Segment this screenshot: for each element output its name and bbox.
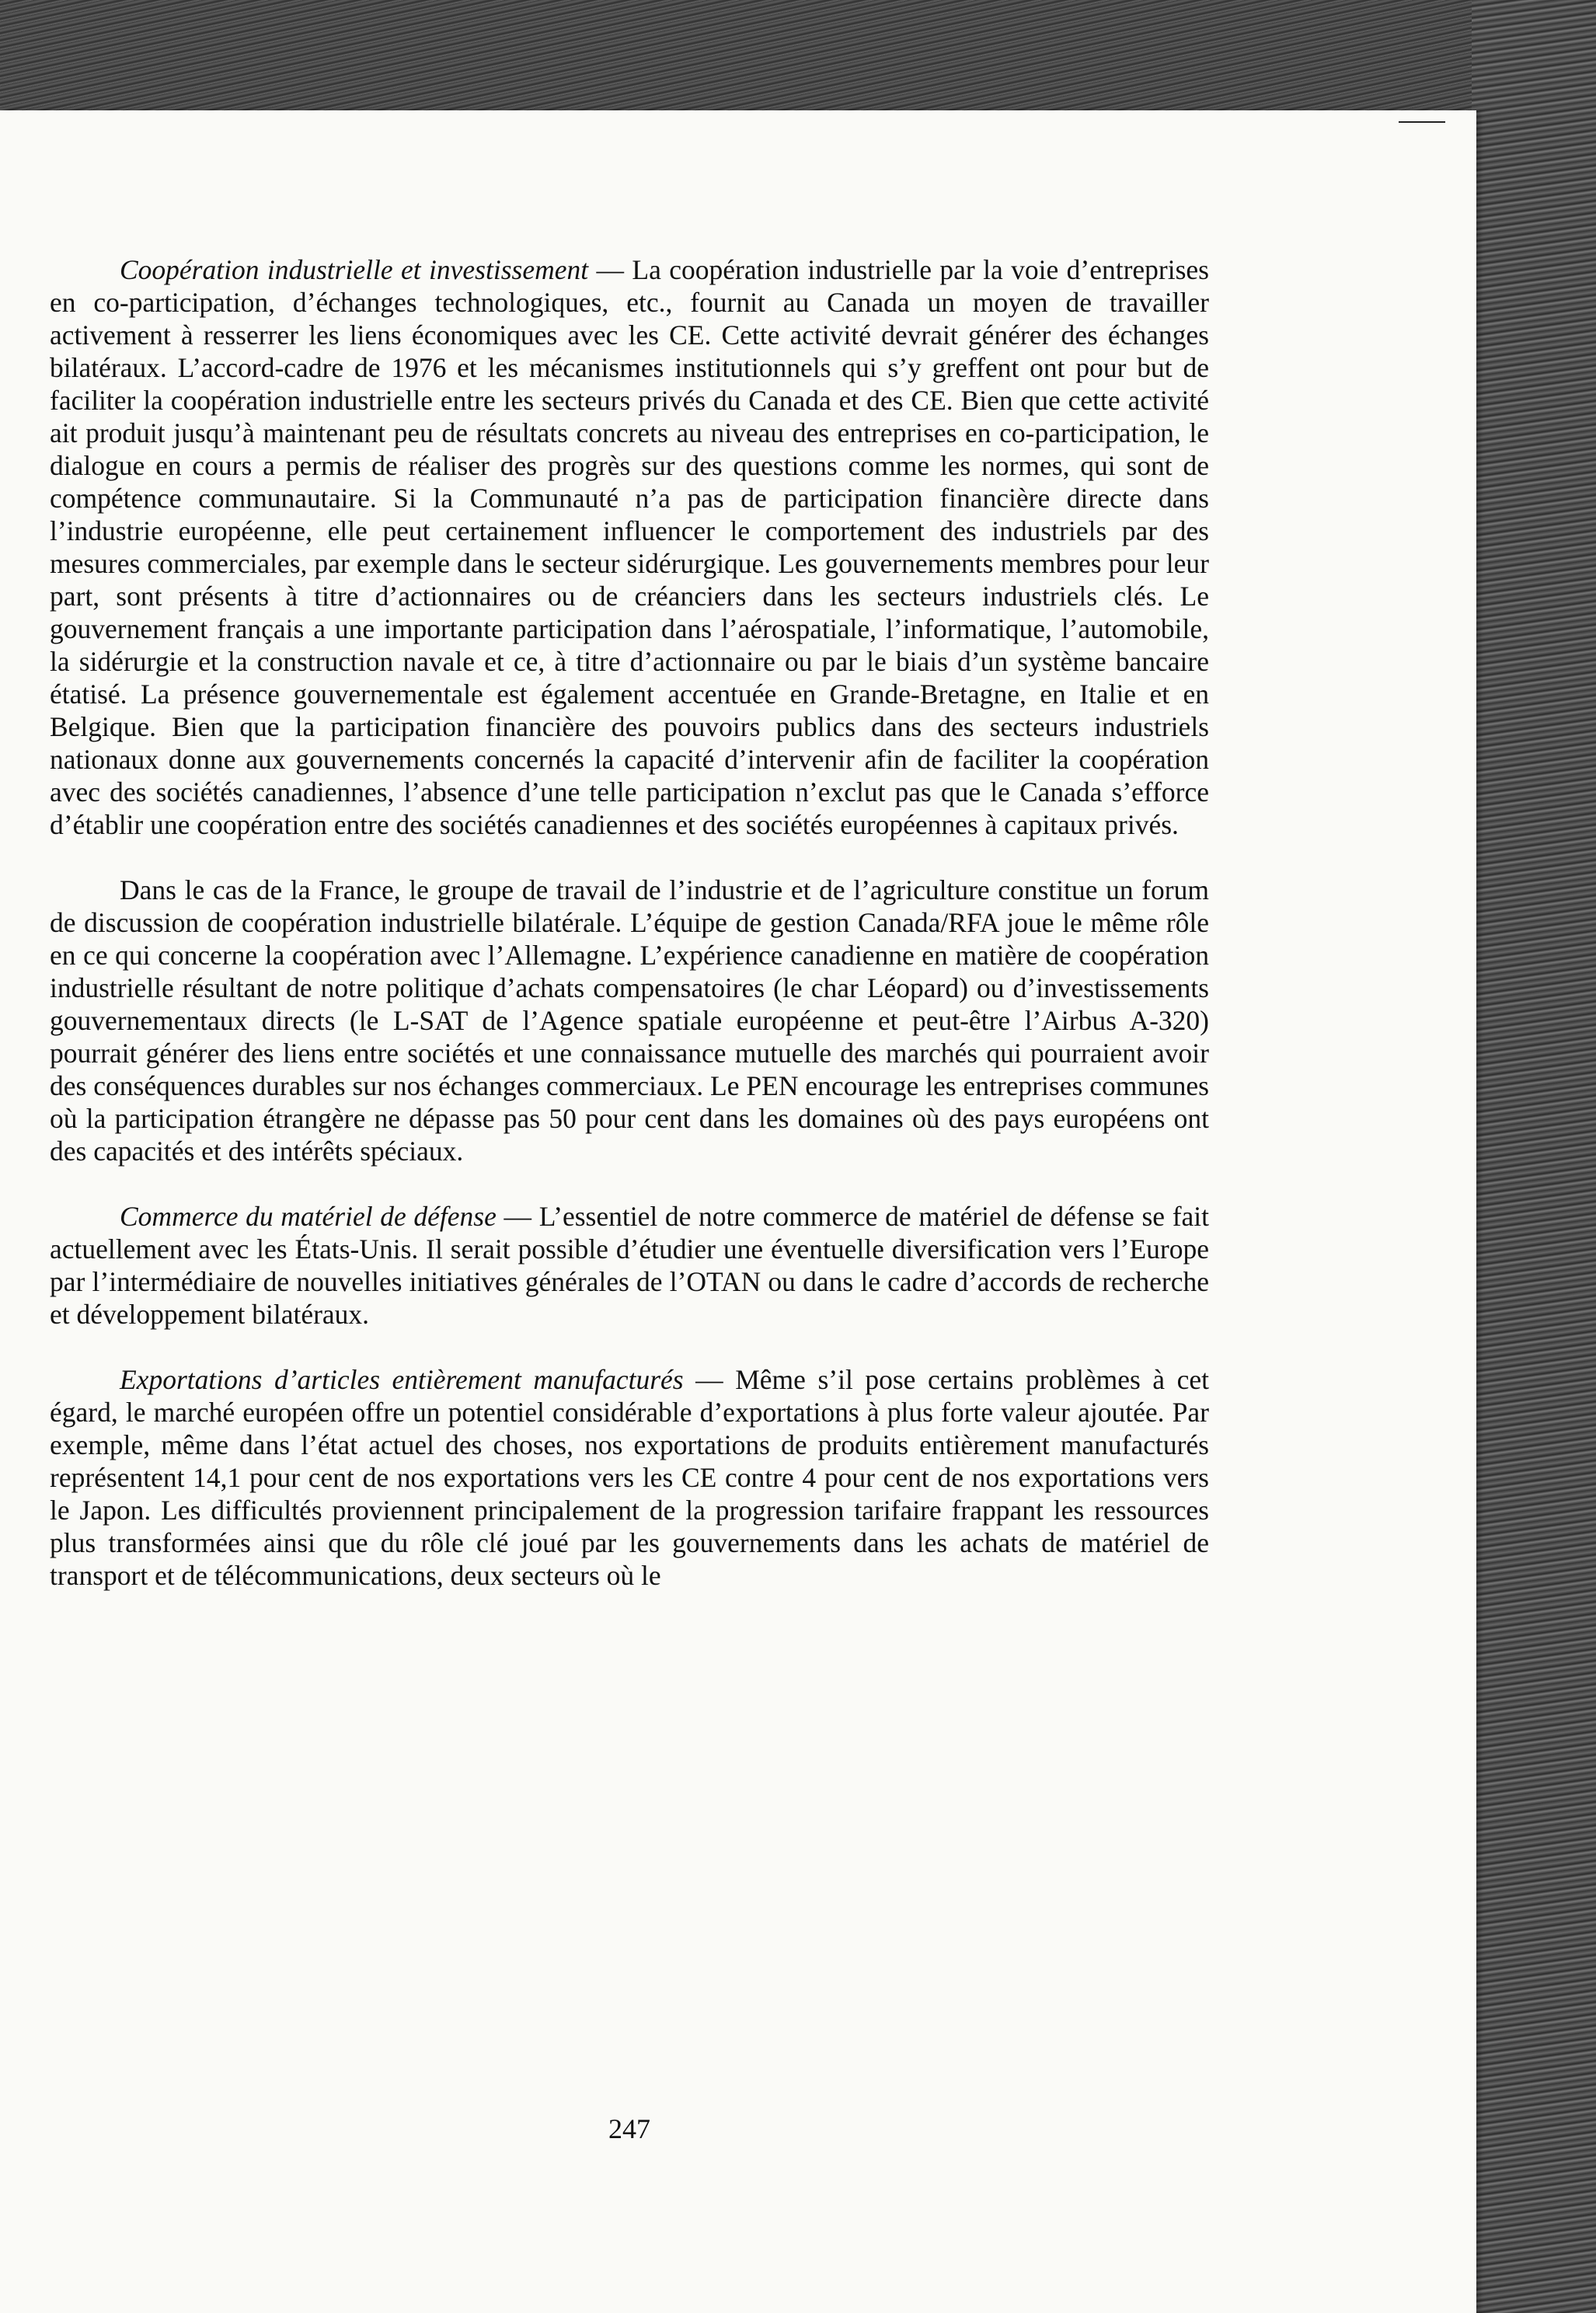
paragraph-text: Même s’il pose certains problèmes à cet égard, le marché européen offre un potentiel considérable d’exportations à plus forte valeur ajoutée. Par exemple, même dans l’état actuel des choses, nos exportations de produits entièrement manufacturés représentent 14,1 pour cent de nos exportations vers les CE contre 4 pour cent de nos exportations vers le Japon. Les difficultés proviennent principalement de la progression tarifaire frappant les ressources plus transformées ainsi que du rôle clé joué par les gouvernements dans les achats de matériel de transport et de télécommunications, deux secteurs où le (50, 1364, 1209, 1591)
crop-mark (1399, 121, 1445, 123)
paragraph-defense-trade (50, 1200, 1209, 1331)
page-number: 247 (608, 2113, 650, 2144)
paragraph-separator: — (588, 254, 632, 285)
paragraph-lead: Coopération industrielle et investissement (120, 254, 589, 285)
paragraph-text: L’essentiel de notre commerce de matériel de défense se fait actuellement avec les États-Unis. Il serait possible d’étudier une éventuelle diversification vers l’Europe par l’intermédiaire de nouvelles initiatives générales de l’OTAN ou dans le cadre d’accords de recherche et développement bilatéraux. (50, 1201, 1209, 1330)
scan-background-right (1472, 0, 1596, 2313)
paragraph-separator: — (683, 1364, 736, 1395)
paragraph-france-germany (50, 874, 1209, 1167)
body-text (50, 253, 1209, 1592)
paragraph-industrial-cooperation (50, 253, 1209, 841)
paragraph-lead: Exportations d’articles entièrement manufacturés (120, 1364, 684, 1395)
paragraph-lead: Commerce du matériel de défense (120, 1201, 497, 1232)
paragraph-text: Dans le cas de la France, le groupe de travail de l’industrie et de l’agriculture constitue un forum de discussion de coopération industrielle bilatérale. L’équipe de gestion Canada/RFA joue le même rôle en ce qui concerne la coopération avec l’Allemagne. L’expérience canadienne en matière de coopération industrielle résultant de notre politique d’achats compensatoires (le char Léopard) ou d’investissements gouvernementaux directs (le L-SAT de l’Agence spatiale européenne et peut-être l’Airbus A-320) pourrait générer des liens entre sociétés et une connaissance mutuelle des marchés qui pourraient avoir des conséquences durables sur nos échanges commerciaux. Le PEN encourage les entreprises communes où la participation étrangère ne dépasse pas 50 pour cent dans les domaines où des pays européens ont des capacités et des intérêts spéciaux. (50, 874, 1209, 1167)
scan-background-top (0, 0, 1596, 117)
paragraph-text: La coopération industrielle par la voie d’entreprises en co-participation, d’échanges technologiques, etc., fournit au Canada un moyen de travailler activement à resserrer les liens économiques avec les CE. Cette activité devrait générer des échanges bilatéraux. L’accord-cadre de 1976 et les mécanismes institutionnels qui s’y greffent ont pour but de faciliter la coopération industrielle entre les secteurs privés du Canada et des CE. Bien que cette activité ait produit jusqu’à maintenant peu de résultats concrets au niveau des entreprises en co-participation, le dialogue en cours a permis de réaliser des progrès sur des questions comme les normes, qui sont de compétence communautaire. Si la Communauté n’a pas de participation financière directe dans l’industrie européenne, elle peut certainement influencer le comportement des industriels par des mesures commerciales, par exemple dans le secteur sidérurgique. Les gouvernements membres pour leur part, sont présents à titre d’actionnaires ou de créanciers dans les secteurs industriels clés. Le gouvernement français a une importante participation dans l’aérospatiale, l’informatique, l’automobile, la sidérurgie et la construction navale et ce, à titre d’actionnaire ou par le biais d’un système bancaire étatisé. La présence gouvernementale est également accentuée en Grande-Bretagne, en Italie et en Belgique. Bien que la participation financière des pouvoirs publics dans des secteurs industriels nationaux donne aux gouvernements concernés la capacité d’intervenir afin de faciliter la coopération avec des sociétés canadiennes, l’absence d’une telle participation n’exclut pas que le Canada s’efforce d’établir une coopération entre des sociétés canadiennes et des sociétés européennes à capitaux privés. (50, 254, 1210, 840)
paragraph-separator: — (496, 1201, 539, 1232)
paragraph-manufactured-exports (50, 1363, 1209, 1592)
document-page (0, 110, 1476, 2313)
